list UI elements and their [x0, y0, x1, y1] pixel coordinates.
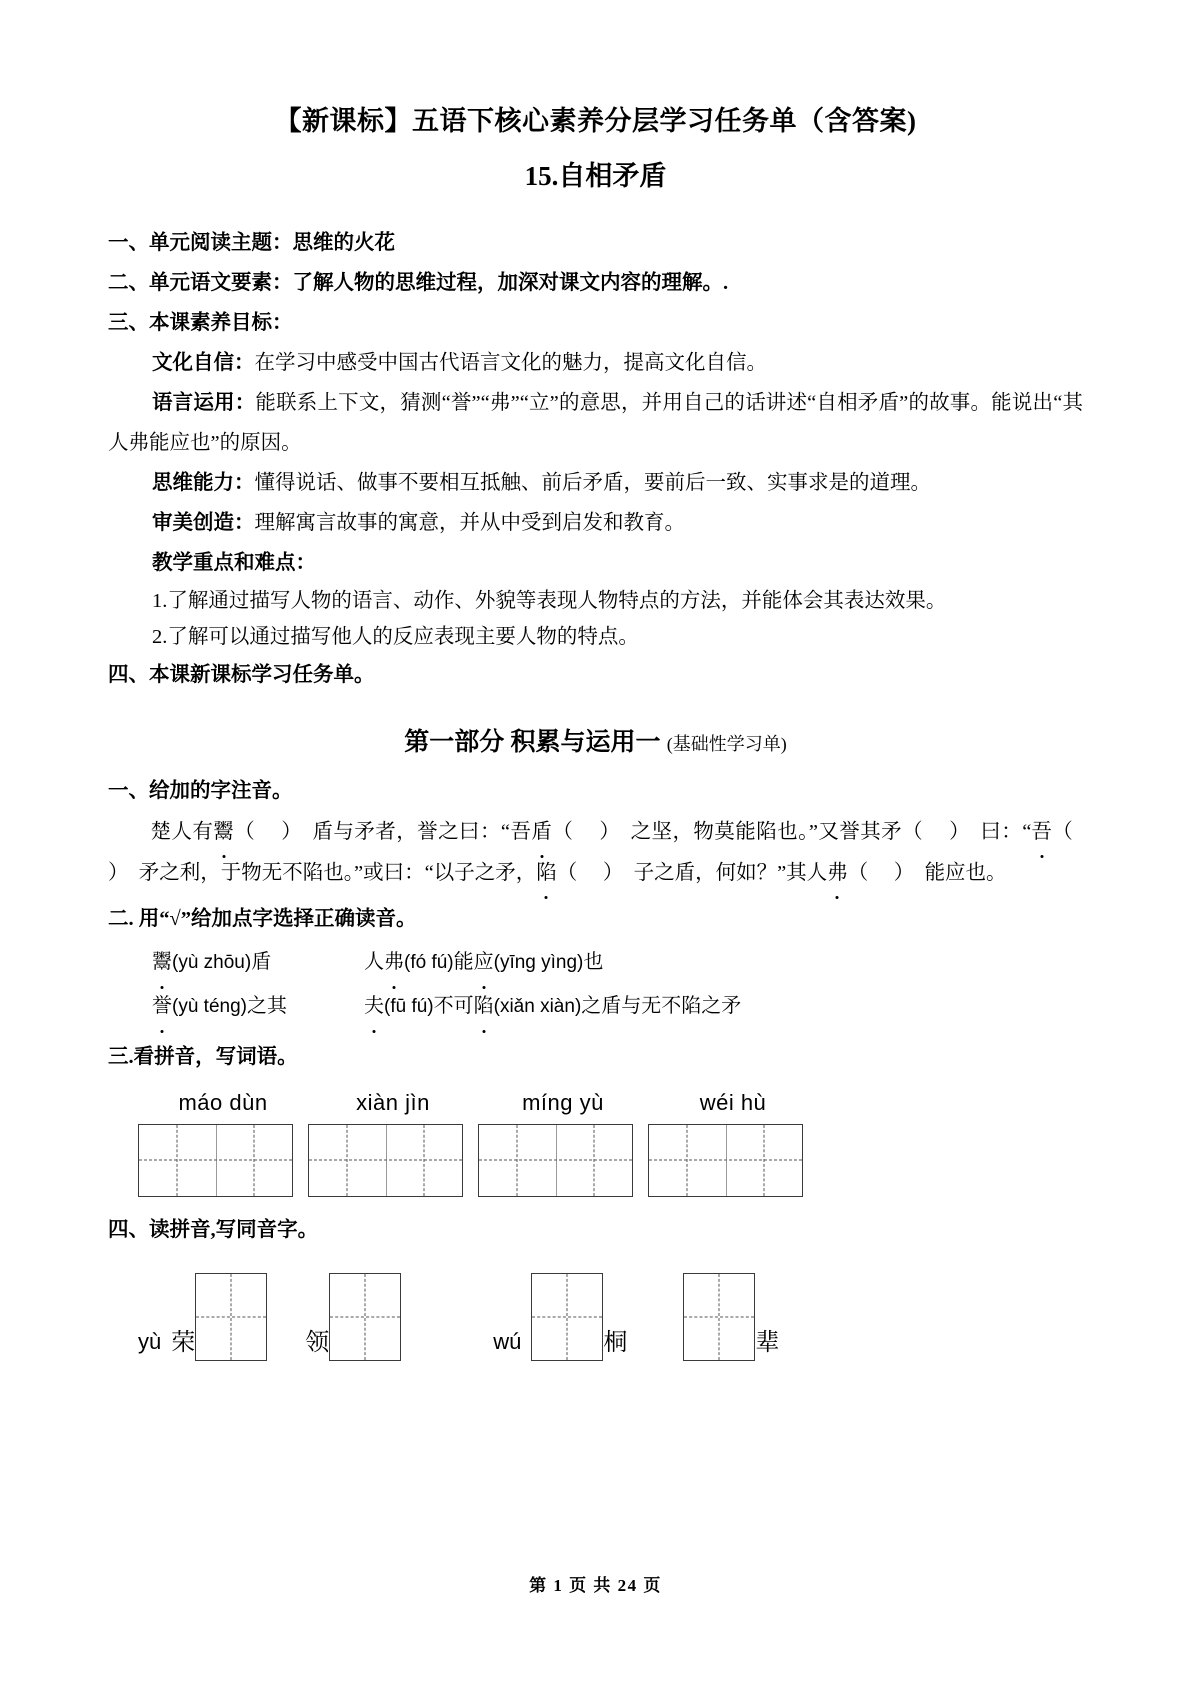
dotted-char: 陷 — [536, 853, 557, 894]
part-one-subtitle: (基础性学习单) — [666, 733, 787, 754]
grid-cell[interactable] — [479, 1125, 556, 1196]
trailing-char: 之其 — [246, 994, 287, 1017]
unit-elements-value: 了解人物的思维过程，加深对课文内容的理解。. — [292, 272, 729, 295]
passage-text: 楚人有 — [150, 820, 214, 843]
exercise3-heading: 三.看拼音，写词语。 — [108, 1045, 298, 1068]
pinyin-options[interactable]: (fū fú) — [384, 995, 434, 1017]
writing-grid[interactable] — [648, 1124, 803, 1197]
exercise2-rows — [108, 940, 1083, 1028]
dotted-char: 吾 — [1031, 812, 1052, 853]
objective-label: 文化自信： — [152, 352, 255, 375]
dotted-char: 弗 — [827, 853, 848, 894]
middle-char: 不可 — [433, 994, 474, 1017]
trailing-char: 盾 — [251, 950, 272, 973]
grid-cell[interactable] — [139, 1125, 216, 1196]
homophone-pinyin: yù — [138, 1328, 162, 1354]
answer-blank[interactable]: （ ） — [847, 861, 925, 884]
objectives-heading: 三、本课素养目标： — [108, 312, 293, 335]
grid-cell[interactable] — [649, 1125, 726, 1196]
exercise3-pinyin-labels — [108, 1090, 1083, 1116]
objective-label: 思维能力： — [152, 472, 255, 494]
lesson-title: 15.自相矛盾 — [524, 161, 667, 192]
exercise4-heading: 四、读拼音,写同音字。 — [108, 1218, 319, 1241]
word-pinyin-label: wéi hù — [699, 1089, 767, 1115]
pinyin-options[interactable]: (xiǎn xiàn) — [493, 995, 582, 1017]
objective-text: 在学习中感受中国古代语言文化的魅力，提高文化自信。 — [254, 352, 767, 375]
homophone-before-char: 领 — [305, 1329, 330, 1356]
key-point-1: 1.了解通过描写人物的语言、动作、外貌等表现人物特点的方法，并能体会其表达效果。 — [152, 589, 947, 612]
objective-language-use — [108, 384, 1083, 464]
objective-text: 能联系上下文，猜测“誉”“弗”“立”的意思，并用自己的话讲述“自相矛盾”的故事。能说出“其人弗能应也”的原因。 — [108, 392, 1084, 455]
dotted-char: 鬻 — [213, 812, 234, 853]
unit-theme-label: 一、单元阅读主题： — [108, 232, 293, 255]
homophone-before-char: 荣 — [171, 1329, 196, 1356]
grid-cell[interactable] — [309, 1125, 386, 1196]
objective-label: 语言运用： — [152, 392, 256, 415]
homophone-write-box[interactable] — [329, 1273, 401, 1361]
unit-elements-line — [108, 264, 1083, 304]
word-pinyin-label: xiàn jìn — [356, 1089, 430, 1115]
answer-blank[interactable]: （ ） — [556, 861, 634, 884]
homophone-after-char: 辈 — [755, 1329, 780, 1356]
word-pinyin-label: míng yù — [522, 1089, 604, 1115]
objective-thinking-ability — [108, 464, 1083, 504]
exercise1-heading: 一、给加的字注音。 — [108, 779, 293, 802]
homophone-write-box[interactable] — [531, 1273, 603, 1361]
pinyin-choice-left — [152, 940, 364, 984]
homophone-write-box[interactable] — [683, 1273, 755, 1361]
passage-text: 曰：“ — [980, 820, 1032, 843]
unit-theme-line — [108, 224, 1083, 264]
document-title: 【新课标】五语下核心素养分层学习任务单（含答案) — [274, 106, 917, 136]
page-footer: 第 1 页 共 24 页 — [529, 1576, 662, 1595]
homophone-pinyin: wú — [493, 1328, 522, 1354]
passage-text: 能应也。 — [924, 861, 1007, 884]
key-point-2: 2.了解可以通过描写他人的反应表现主要人物的特点。 — [152, 625, 639, 648]
dotted-char: 鬻 — [152, 940, 172, 984]
homophone-write-box[interactable] — [195, 1273, 267, 1361]
pinyin-choice-left — [152, 984, 364, 1028]
grid-cell[interactable] — [556, 1125, 633, 1196]
passage-text: 之坚，物莫能陷也。”又誉其矛 — [630, 820, 903, 843]
word-pinyin-label: máo dùn — [178, 1089, 268, 1115]
trailing-char: 也 — [583, 950, 604, 973]
pinyin-options[interactable]: (yīng yìng) — [493, 951, 584, 973]
objective-cultural-confidence — [108, 344, 1083, 384]
pinyin-options[interactable]: (fó fú) — [404, 951, 454, 973]
homophone-item — [138, 1273, 267, 1361]
dotted-char: 弗 — [384, 940, 404, 984]
writing-grid[interactable] — [308, 1124, 463, 1197]
unit-elements-label: 二、单元语文要素： — [108, 272, 293, 295]
objective-text: 懂得说话、做事不要相互抵触、前后矛盾，要前后一致、实事求是的道理。 — [254, 472, 931, 494]
part-one-title-main: 第一部分 积累与运用一 — [404, 728, 661, 756]
answer-blank[interactable]: （ ） — [233, 820, 313, 843]
exercise3-writing-grids — [108, 1124, 1083, 1197]
passage-text: 矛之利，于物无不陷也。”或曰：“以子之矛， — [138, 861, 537, 884]
homophone-item — [305, 1273, 401, 1361]
task-sheet-heading: 四、本课新课标学习任务单。 — [108, 663, 375, 686]
pinyin-choice-row — [152, 940, 1083, 984]
pinyin-choice-right — [364, 995, 741, 1017]
objective-text: 理解寓言故事的寓意，并从中受到启发和教育。 — [254, 511, 685, 534]
trailing-char: 之盾与无不陷之矛 — [581, 994, 742, 1017]
objective-label: 审美创造： — [152, 511, 255, 534]
passage-text: 盾与矛者，誉之曰：“吾 — [312, 820, 532, 843]
exercise1-passage — [108, 812, 1083, 894]
homophone-item — [683, 1273, 779, 1361]
prefix-char: 人 — [364, 950, 384, 973]
part-one-title — [108, 722, 1083, 758]
grid-cell[interactable] — [726, 1125, 803, 1196]
exercise2-heading: 二. 用“√”给加点字选择正确读音。 — [108, 907, 417, 930]
unit-theme-value: 思维的火花 — [292, 232, 395, 255]
dotted-char: 陷 — [474, 984, 494, 1028]
middle-char: 能 — [453, 950, 474, 973]
writing-grid[interactable] — [478, 1124, 633, 1197]
answer-blank[interactable]: （ ） — [108, 820, 1084, 884]
dotted-char: 誉 — [152, 984, 172, 1028]
dotted-char: 盾 — [531, 812, 552, 853]
answer-blank[interactable]: （ ） — [902, 820, 981, 843]
key-points-heading: 教学重点和难点： — [152, 551, 316, 574]
homophone-item — [493, 1273, 627, 1361]
grid-cell[interactable] — [386, 1125, 463, 1196]
answer-blank[interactable]: （ ） — [551, 820, 631, 843]
writing-grid[interactable] — [138, 1124, 293, 1197]
dotted-char: 应 — [474, 940, 494, 984]
objective-aesthetic-creation — [108, 504, 1083, 544]
homophone-after-char: 桐 — [603, 1329, 628, 1356]
pinyin-choice-right — [364, 951, 603, 973]
pinyin-options[interactable]: (yù téng) — [172, 995, 247, 1017]
exercise4-homophone-row — [108, 1265, 1083, 1361]
dotted-char: 夫 — [364, 984, 384, 1028]
pinyin-choice-row — [152, 984, 1083, 1028]
pinyin-options[interactable]: (yù zhōu) — [172, 951, 252, 973]
passage-text: 子之盾，何如？”其人 — [633, 861, 828, 884]
grid-cell[interactable] — [216, 1125, 293, 1196]
